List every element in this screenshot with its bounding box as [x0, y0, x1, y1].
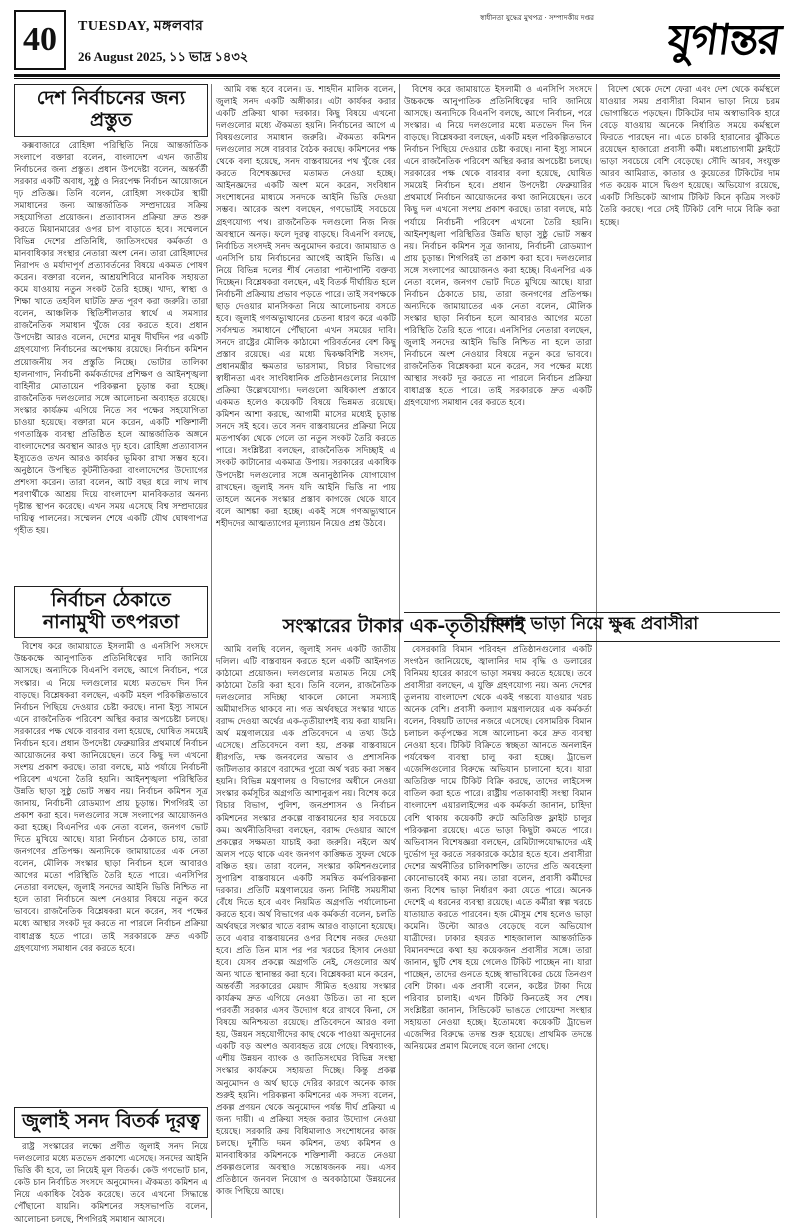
article-headline: বিমান ভাড়া নিয়ে ক্ষুব্ধ প্রবাসীরা [404, 612, 780, 642]
newspaper-logo: যুগান্তর [664, 15, 784, 64]
article-airfare [404, 612, 780, 642]
masthead-rule [14, 74, 780, 77]
column-2 [216, 84, 396, 608]
article-body: রাষ্ট্র সংস্কারের লক্ষ্যে প্রণীত জুলাই সনদ নিয়ে দলগুলোর মধ্যে মতভেদ প্রকাশ্যে এসেছে। সনদের আইনি ভিত্তি কী হবে, তা নিয়েই মূল বিতর্ক। কেউ গণভোট চান, কেউ চান নির্বাচিত সংসদে অনুমোদন। ঐকমত্য কমিশন এ নিয়ে একাধিক বৈঠক করেছে। তবে এখনো সিদ্ধান্তে পৌঁছানো যায়নি। কমিশনের সহসভাপতি বলেন, আলোচনা চলছে, শিগগিরই সমাধান আসবে। [14, 1142, 208, 1224]
article-reform-funds [216, 612, 592, 1218]
article-election-prep-headline-box [14, 84, 208, 137]
article-headline: নির্বাচন ঠেকাতে নানামুখী তৎপরতা [42, 588, 180, 633]
article-body: কক্সবাজারে রোহিঙ্গা পরিস্থিতি নিয়ে আন্তর্জাতিক সংলাপে বক্তারা বলেন, বাংলাদেশ এখন জাতীয় নির্বাচনের জন্য প্রস্তুত। প্রধান উপদেষ্টা বলেন, অন্তর্বর্তী সরকার একটি অবাধ, সুষ্ঠু ও নিরপেক্ষ নির্বাচন আয়োজনে দৃঢ় প্রতিজ্ঞ। তিনি বলেন, রোহিঙ্গা সংকটের স্থায়ী সমাধানের জন্য আন্তর্জাতিক সম্প্রদায়ের সক্রিয় সহযোগিতা প্রয়োজন। প্রত্যাবাসন প্রক্রিয়া দ্রুত শুরু করতে মিয়ানমারের ওপর চাপ বাড়াতে হবে। সম্মেলনে বিভিন্ন দেশের প্রতিনিধি, জাতিসংঘের কর্মকর্তা ও মানবাধিকার সংস্থার নেতারা অংশ নেন। তারা রোহিঙ্গাদের নিরাপদ ও মর্যাদাপূর্ণ প্রত্যাবর্তনের বিষয়ে একমত পোষণ করেন। বক্তারা বলেন, আশ্রয়শিবিরে মানবিক সহায়তা কমে যাওয়ায় নতুন সংকট তৈরি হচ্ছে। খাদ্য, স্বাস্থ্য ও শিক্ষা খাতে তহবিল ঘাটতি দ্রুত পূরণ করা জরুরি। তারা বলেন, আঞ্চলিক স্থিতিশীলতার স্বার্থে এ সমস্যার রাজনৈতিক সমাধান খুঁজে বের করতে হবে। প্রধান উপদেষ্টা আরও বলেন, দেশের মানুষ দীর্ঘদিন পর একটি গ্রহণযোগ্য নির্বাচনের অপেক্ষায় রয়েছে। নির্বাচন কমিশন প্রয়োজনীয় সব প্রস্তুতি নিচ্ছে। ভোটার তালিকা হালনাগাদ, নির্বাচনী কর্মকর্তাদের প্রশিক্ষণ ও আইনশৃঙ্খলা বাহিনীর মোতায়েন পরিকল্পনা চূড়ান্ত করা হচ্ছে। রাজনৈতিক দলগুলোর সঙ্গে আলোচনা অব্যাহত রয়েছে। সংস্কার কার্যক্রম এগিয়ে নিতে সব পক্ষের সহযোগিতা চাওয়া হয়েছে। বক্তারা মনে করেন, একটি শক্তিশালী গণতান্ত্রিক ব্যবস্থা প্রতিষ্ঠিত হলে আন্তর্জাতিক অঙ্গনে বাংলাদেশের অবস্থান আরও দৃঢ় হবে। রোহিঙ্গা প্রত্যাবাসন ইস্যুতেও তখন আরও কার্যকর ভূমিকা রাখা সম্ভব হবে। অনুষ্ঠানে উপস্থিত কূটনীতিকরা বাংলাদেশের উদ্যোগের প্রশংসা করেন। তারা বলেন, আট বছর ধরে লাখ লাখ শরণার্থীকে আশ্রয় দিয়ে বাংলাদেশ মানবিকতার অনন্য দৃষ্টান্ত স্থাপন করেছে। এখন সময় এসেছে বিশ্ব সম্প্রদায়ের দায়িত্ব পালনের। সম্মেলন শেষে একটি যৌথ ঘোষণাপত্র গৃহীত হয়। [14, 140, 208, 537]
column-rule [596, 84, 597, 1218]
brand-tagline: স্বাধীনতা যুদ্ধের মুখপত্র · সম্পাদকীয় দপ্তর [480, 14, 594, 22]
article-body: বিশেষ করে জামায়াতে ইসলামী ও এনসিপি সংসদে উচ্চকক্ষে আনুপাতিক প্রতিনিধিত্বের দাবি জানিয়ে আসছে। অন্যদিকে বিএনপি বলছে, আগে নির্বাচন, পরে সংস্কার। এ নিয়ে দলগুলোর মধ্যে মতভেদ দিন দিন বাড়ছে। বিশ্লেষকরা বলছেন, একটি মহল পরিকল্পিতভাবে নির্বাচন পিছিয়ে দেওয়ার চেষ্টা করছে। নানা ইস্যু সামনে এনে রাজনৈতিক পরিবেশ অস্থির করার অপচেষ্টা চলছে। সরকারের পক্ষ থেকে বারবার বলা হয়েছে, ঘোষিত সময়েই নির্বাচন হবে। প্রধান উপদেষ্টা ফেব্রুয়ারির প্রথমার্ধে নির্বাচন আয়োজনের কথা জানিয়েছেন। তবে কিছু দল এখনো সংশয় প্রকাশ করছে। তারা বলছে, মাঠ পর্যায়ে নির্বাচনী পরিবেশ এখনো তৈরি হয়নি। আইনশৃঙ্খলা পরিস্থিতির উন্নতি ছাড়া সুষ্ঠু ভোট সম্ভব নয়। নির্বাচন কমিশন সূত্র জানায়, নির্বাচনী রোডম্যাপ প্রায় চূড়ান্ত। শিগগিরই তা প্রকাশ করা হবে। দলগুলোর সঙ্গে সংলাপের আয়োজনও করা হচ্ছে। বিএনপির এক নেতা বলেন, জনগণ ভোট দিতে মুখিয়ে আছে। যারা নির্বাচন ঠেকাতে চায়, তারা জনগণের প্রতিপক্ষ। অন্যদিকে জামায়াতের এক নেতা বলেন, মৌলিক সংস্কার ছাড়া নির্বাচন হলে আবারও আগের মতো পরিস্থিতি তৈরি হতে পারে। এনসিপির নেতারা বলছেন, জুলাই সনদের আইনি ভিত্তি নিশ্চিত না হলে তারা নির্বাচনে অংশ নেওয়ার বিষয়ে নতুন করে ভাববে। রাজনৈতিক বিশ্লেষকরা মনে করেন, সব পক্ষের মধ্যে আস্থার সংকট দূর করতে না পারলে নির্বাচন প্রক্রিয়া বাধাগ্রস্ত হতে পারে। তাই সরকারকে দ্রুত একটি গ্রহণযোগ্য সমাধান বের করতে হবে। [14, 642, 208, 954]
article-headline: সংস্কারের টাকার এক-তৃতীয়াংশই [282, 615, 526, 637]
article-body: বিশেষ করে জামায়াতে ইসলামী ও এনসিপি সংসদে উচ্চকক্ষে আনুপাতিক প্রতিনিধিত্বের দাবি জানিয়ে আসছে। অন্যদিকে বিএনপি বলছে, আগে নির্বাচন, পরে সংস্কার। এ নিয়ে দলগুলোর মধ্যে মতভেদ দিন দিন বাড়ছে। বিশ্লেষকরা বলছেন, একটি মহল পরিকল্পিতভাবে নির্বাচন পিছিয়ে দেওয়ার চেষ্টা করছে। নানা ইস্যু সামনে এনে রাজনৈতিক পরিবেশ অস্থির করার অপচেষ্টা চলছে। সরকারের পক্ষ থেকে বারবার বলা হয়েছে, ঘোষিত সময়েই নির্বাচন হবে। প্রধান উপদেষ্টা ফেব্রুয়ারির প্রথমার্ধে নির্বাচন আয়োজনের কথা জানিয়েছেন। তবে কিছু দল এখনো সংশয় প্রকাশ করছে। তারা বলছে, মাঠ পর্যায়ে নির্বাচনী পরিবেশ এখনো তৈরি হয়নি। আইনশৃঙ্খলা পরিস্থিতির উন্নতি ছাড়া সুষ্ঠু ভোট সম্ভব নয়। নির্বাচন কমিশন সূত্র জানায়, নির্বাচনী রোডম্যাপ প্রায় চূড়ান্ত। শিগগিরই তা প্রকাশ করা হবে। দলগুলোর সঙ্গে সংলাপের আয়োজনও করা হচ্ছে। বিএনপির এক নেতা বলেন, জনগণ ভোট দিতে মুখিয়ে আছে। যারা নির্বাচন ঠেকাতে চায়, তারা জনগণের প্রতিপক্ষ। অন্যদিকে জামায়াতের এক নেতা বলেন, মৌলিক সংস্কার ছাড়া নির্বাচন হলে আবারও আগের মতো পরিস্থিতি তৈরি হতে পারে। এনসিপির নেতারা বলছেন, জুলাই সনদের আইনি ভিত্তি নিশ্চিত না হলে তারা নির্বাচনে অংশ নেওয়ার বিষয়ে নতুন করে ভাববে। রাজনৈতিক বিশ্লেষকরা মনে করেন, সব পক্ষের মধ্যে আস্থার সংকট দূর করতে না পারলে নির্বাচন প্রক্রিয়া বাধাগ্রস্ত হতে পারে। তাই সরকারকে দ্রুত একটি গ্রহণযোগ্য সমাধান বের করতে হবে। [404, 85, 592, 409]
article-body: আমি বন্ধ হবে বলেন। ড. শাহদীন মালিক বলেন, জুলাই সনদ একটি অঙ্গীকার। এটা কার্যকর করার একটি প্রক্রিয়া থাকা দরকার। কিছু বিষয়ে এখনো দলগুলোর মধ্যে ঐকমত্য হয়নি। নির্বাচনের আগে এ বিষয়গুলোর সমাধান জরুরি। ঐকমত্য কমিশন দলগুলোর সঙ্গে বারবার বৈঠক করছে। কমিশনের পক্ষ থেকে বলা হয়েছে, সনদ বাস্তবায়নের পথ খুঁজে বের করতে বিশেষজ্ঞদের মতামত নেওয়া হচ্ছে। আইনজ্ঞদের একটি অংশ মনে করেন, সংবিধান সংশোধনের মাধ্যমে সনদকে আইনি ভিত্তি দেওয়া সম্ভব। আরেক অংশ বলছেন, গণভোটই সবচেয়ে গ্রহণযোগ্য পথ। রাজনৈতিক দলগুলো নিজ নিজ অবস্থানে অনড়। ফলে দূরত্ব বাড়ছে। বিএনপি বলছে, নির্বাচিত সংসদই সনদ অনুমোদন করবে। জামায়াত ও এনসিপি চায় নির্বাচনের আগেই আইনি ভিত্তি। এ নিয়ে বিভিন্ন দলের শীর্ষ নেতারা পাল্টাপাল্টি বক্তব্য দিচ্ছেন। বিশ্লেষকরা বলছেন, এই বিতর্ক দীর্ঘায়িত হলে নির্বাচনী প্রক্রিয়ায় প্রভাব পড়তে পারে। তাই সবপক্ষকে ছাড় দেওয়ার মানসিকতা নিয়ে আলোচনায় বসতে হবে। জুলাই গণঅভ্যুত্থানের চেতনা ধারণ করে একটি সর্বসম্মত সমাধানে পৌঁছানো এখন সময়ের দাবি। সনদে রাষ্ট্রের মৌলিক কাঠামো পরিবর্তনের বেশ কিছু প্রস্তাব রয়েছে। এর মধ্যে দ্বিকক্ষবিশিষ্ট সংসদ, প্রধানমন্ত্রীর ক্ষমতার ভারসাম্য, বিচার বিভাগের স্বাধীনতা এবং সাংবিধানিক প্রতিষ্ঠানগুলোর নিয়োগ প্রক্রিয়া উল্লেখযোগ্য। দলগুলো অধিকাংশ প্রস্তাবে একমত হলেও কয়েকটি বিষয়ে ভিন্নমত রয়েছে। কমিশন আশা করছে, আগামী মাসের মধ্যেই চূড়ান্ত সনদে সই হবে। তবে সনদ বাস্তবায়নের প্রক্রিয়া নিয়ে মতপার্থক্য থেকে গেলে তা নতুন সংকট তৈরি করতে পারে। সংশ্লিষ্টরা বলছেন, রাজনৈতিক সদিচ্ছাই এ সংকট কাটানোর একমাত্র উপায়। সরকারের একাধিক উপদেষ্টা দলগুলোর সঙ্গে অনানুষ্ঠানিক যোগাযোগ রাখছেন। জুলাই সনদ যদি আইনি ভিত্তি না পায় তাহলে অনেক সংস্কার প্রস্তাব কাগজে থেকে যাবে বলে আশঙ্কা করা হচ্ছে। একই সঙ্গে গণঅভ্যুত্থানে শহীদদের আত্মত্যাগের মূল্যায়ন নিয়েও প্রশ্ন উঠবে। [216, 85, 396, 529]
column-rule [211, 84, 212, 1218]
weekday: TUESDAY, মঙ্গলবার [78, 19, 204, 34]
masthead-rule-thin [14, 78, 780, 79]
article-body: বিদেশ থেকে দেশে ফেরা এবং দেশ থেকে কর্মস্থলে যাওয়ার সময় প্রবাসীরা বিমান ভাড়া নিয়ে চরম ভোগান্তিতে পড়ছেন। টিকিটের দাম অস্বাভাবিক হারে বেড়ে যাওয়ায় অনেকে নির্ধারিত সময়ে কর্মস্থলে ফিরতে পারছেন না। এতে চাকরি হারানোর ঝুঁকিতে রয়েছেন হাজারো প্রবাসী কর্মী। মধ্যপ্রাচ্যগামী ফ্লাইটে ভাড়া সবচেয়ে বেশি বেড়েছে। সৌদি আরব, সংযুক্ত আরব আমিরাত, কাতার ও কুয়েতের টিকিটের দাম গত কয়েক মাসে দ্বিগুণ হয়েছে। অভিযোগ রয়েছে, একটি সিন্ডিকেট আগাম টিকিট কিনে কৃত্রিম সংকট তৈরি করছে। পরে সেই টিকিট বেশি দামে বিক্রি করা হচ্ছে। [600, 85, 780, 228]
article-body: বেসরকারি বিমান পরিবহন প্রতিষ্ঠানগুলোর একটি সংগঠন জানিয়েছে, জ্বালানির দাম বৃদ্ধি ও ডলারের বিনিময় হারের কারণে ভাড়া সমন্বয় করতে হয়েছে। তবে প্রবাসীরা বলছেন, এ যুক্তি গ্রহণযোগ্য নয়। অন্য দেশের তুলনায় বাংলাদেশ থেকে একই গন্তব্যে যাওয়ার খরচ অনেক বেশি। প্রবাসী কল্যাণ মন্ত্রণালয়ের এক কর্মকর্তা বলেন, বিষয়টি তাদের নজরে এসেছে। বেসামরিক বিমান চলাচল কর্তৃপক্ষের সঙ্গে আলোচনা করে দ্রুত ব্যবস্থা নেওয়া হবে। টিকিট বিক্রিতে স্বচ্ছতা আনতে অনলাইন পর্যবেক্ষণ ব্যবস্থা চালু করা হচ্ছে। ট্রাভেল এজেন্সিগুলোর বিরুদ্ধে অভিযান চালানো হবে। যারা অতিরিক্ত দামে টিকিট বিক্রি করছে, তাদের লাইসেন্স বাতিল করা হতে পারে। রাষ্ট্রীয় পতাকাবাহী সংস্থা বিমান বাংলাদেশ এয়ারলাইন্সের এক কর্মকর্তা জানান, চাহিদা বেশি থাকায় কয়েকটি রুটে অতিরিক্ত ফ্লাইট চালুর পরিকল্পনা রয়েছে। এতে ভাড়া কিছুটা কমতে পারে। অভিবাসন বিশেষজ্ঞরা বলছেন, রেমিট্যান্সযোদ্ধাদের এই দুর্ভোগ দূর করতে সরকারকে কঠোর হতে হবে। প্রবাসীরা দেশের অর্থনীতির চালিকাশক্তি। তাদের প্রতি অবহেলা কোনোভাবেই কাম্য নয়। তারা বলেন, প্রবাসী কর্মীদের জন্য বিশেষ ভাড়া নির্ধারণ করা যেতে পারে। অনেক দেশেই এ ধরনের ব্যবস্থা রয়েছে। এতে কর্মীরা স্বল্প খরচে যাতায়াত করতে পারবেন। হজ মৌসুম শেষ হলেও ভাড়া কমেনি। উল্টো আরও বেড়েছে বলে অভিযোগ যাত্রীদের। ঢাকার হযরত শাহজালাল আন্তর্জাতিক বিমানবন্দরে কথা হয় কয়েকজন প্রবাসীর সঙ্গে। তারা জানান, ছুটি শেষ হয়ে গেলেও টিকিট পাচ্ছেন না। যারা পাচ্ছেন, তাদের গুনতে হচ্ছে স্বাভাবিকের চেয়ে তিনগুণ বেশি টাকা। এক প্রবাসী বলেন, কষ্টের টাকা দিয়ে পরিবার চালাই। এখন টিকিট কিনতেই সব শেষ। সংশ্লিষ্টরা জানান, সিন্ডিকেট ভাঙতে গোয়েন্দা সংস্থার সহায়তা নেওয়া হচ্ছে। ইতোমধ্যে কয়েকটি ট্রাভেল এজেন্সির বিরুদ্ধে তদন্ত শুরু হয়েছে। প্রাথমিক তদন্তে অনিয়মের প্রমাণ মিলেছে বলে জানা গেছে। [404, 644, 592, 1053]
date: 26 August 2025, ১১ ভাদ্র ১৪৩২ [78, 49, 249, 64]
column-3 [404, 84, 592, 604]
brand [480, 10, 784, 70]
masthead [14, 10, 784, 72]
article-july-charter-headline-box [14, 1107, 208, 1138]
article-election-heat-headline-box [14, 586, 208, 639]
article-body: আমি বলছি বলেন, জুলাই সনদ একটি জাতীয় দলিল। এটি বাস্তবায়ন করতে হলে একটি আইনগত কাঠামো প্রয়োজন। দলগুলোর মতামত নিয়ে সেই কাঠামো তৈরি করা হবে। তিনি বলেন, রাজনৈতিক দলগুলোর সদিচ্ছা থাকলে কোনো সমস্যাই অমীমাংসিত থাকবে না। গত অর্থবছরে সংস্কার খাতে বরাদ্দ দেওয়া অর্থের এক-তৃতীয়াংশই ব্যয় করা যায়নি। অর্থ মন্ত্রণালয়ের এক প্রতিবেদনে এ তথ্য উঠে এসেছে। প্রতিবেদনে বলা হয়, প্রকল্প বাস্তবায়নে ধীরগতি, দক্ষ জনবলের অভাব ও প্রশাসনিক জটিলতার কারণে বরাদ্দের পুরো অর্থ খরচ করা সম্ভব হয়নি। বিভিন্ন মন্ত্রণালয় ও বিভাগের অধীনে নেওয়া সংস্কার কর্মসূচির অগ্রগতি আশানুরূপ নয়। বিশেষ করে বিচার বিভাগ, পুলিশ, জনপ্রশাসন ও নির্বাচন কমিশনের সংস্কার প্রকল্পে বাস্তবায়নের হার সবচেয়ে কম। অর্থনীতিবিদরা বলছেন, বরাদ্দ দেওয়ার আগে প্রকল্পের সক্ষমতা যাচাই করা জরুরি। নইলে অর্থ অলস পড়ে থাকে এবং জনগণ কাঙ্ক্ষিত সুফল থেকে বঞ্চিত হয়। তারা বলেন, সংস্কার কমিশনগুলোর সুপারিশ বাস্তবায়নে একটি সমন্বিত কর্মপরিকল্পনা দরকার। প্রতিটি মন্ত্রণালয়ের জন্য নির্দিষ্ট সময়সীমা বেঁধে দিতে হবে এবং নিয়মিত অগ্রগতি পর্যালোচনা করতে হবে। অর্থ বিভাগের এক কর্মকর্তা বলেন, চলতি অর্থবছরে সংস্কার খাতে বরাদ্দ আরও বাড়ানো হয়েছে। তবে এবার বাস্তবায়নের ওপর বিশেষ নজর দেওয়া হবে। প্রতি তিন মাস পর পর খরচের হিসাব নেওয়া হবে। যেসব প্রকল্পে অগ্রগতি নেই, সেগুলোর অর্থ অন্য খাতে স্থানান্তর করা হবে। বিশ্লেষকরা মনে করেন, অন্তর্বর্তী সরকারের মেয়াদ সীমিত হওয়ায় সংস্কার কার্যক্রম দ্রুত এগিয়ে নেওয়া উচিত। তা না হলে পরবর্তী সরকার এসব উদ্যোগ ধরে রাখবে কিনা, সে বিষয়ে অনিশ্চয়তা রয়েছে। প্রতিবেদনে আরও বলা হয়, উন্নয়ন সহযোগীদের কাছ থেকে পাওয়া অনুদানের একটি বড় অংশও অব্যবহৃত রয়ে গেছে। বিশ্বব্যাংক, এশীয় উন্নয়ন ব্যাংক ও জাতিসংঘের বিভিন্ন সংস্থা সংস্কার কার্যক্রমে সহায়তা দিচ্ছে। কিন্তু প্রকল্প অনুমোদন ও অর্থ ছাড়ে দেরির কারণে অনেক কাজ শুরুই হয়নি। পরিকল্পনা কমিশনের এক সদস্য বলেন, প্রকল্প প্রণয়ন থেকে অনুমোদন পর্যন্ত দীর্ঘ প্রক্রিয়া এ জন্য দায়ী। এ প্রক্রিয়া সহজ করার উদ্যোগ নেওয়া হয়েছে। সরকারি ক্রয় বিধিমালাও সংশোধনের কাজ চলছে। দুর্নীতি দমন কমিশন, তথ্য কমিশন ও মানবাধিকার কমিশনকে শক্তিশালী করতে নেওয়া প্রকল্পগুলোর অবস্থাও সন্তোষজনক নয়। এসব প্রতিষ্ঠানে জনবল নিয়োগ ও অবকাঠামো উন্নয়নের কাজ পিছিয়ে আছে। [216, 644, 396, 1197]
column-1 [14, 84, 208, 1224]
column-4 [600, 84, 780, 644]
article-headline: দেশ নির্বাচনের জন্য প্রস্তুত [36, 87, 186, 131]
article-headline: জুলাই সনদ বিতর্ক দূরত্ব [22, 1110, 200, 1133]
dateline [78, 14, 278, 69]
page-number: 40 [14, 10, 66, 70]
